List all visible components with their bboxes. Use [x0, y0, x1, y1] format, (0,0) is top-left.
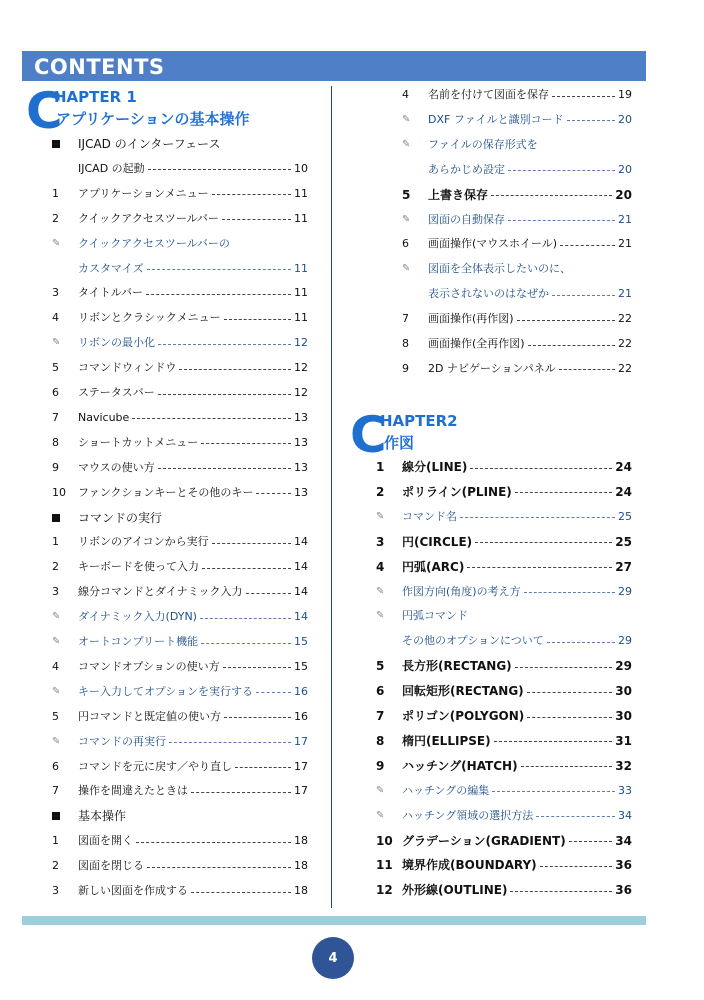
entry-page: 14 [294, 585, 308, 599]
entry-page: 32 [615, 758, 632, 773]
leader-line [200, 618, 291, 619]
toc-entry [52, 856, 308, 876]
toc-tip-entry [376, 582, 632, 602]
entry-label: タイトルバー [78, 286, 144, 300]
square-bullet-icon [52, 514, 60, 522]
entry-page: 11 [294, 211, 308, 225]
entry-label: 外形線(OUTLINE) [402, 883, 508, 898]
entry-page: 30 [615, 709, 632, 723]
entry-page: 17 [294, 784, 308, 798]
entry-page: 29 [618, 584, 632, 598]
entry-number: 10 [52, 485, 66, 499]
entry-page: 22 [618, 361, 632, 375]
leader-line [148, 169, 291, 170]
leader-line [528, 345, 615, 346]
leader-line [136, 842, 291, 843]
entry-label: Navicube [78, 410, 130, 424]
leader-line [179, 369, 291, 370]
toc-entry [376, 656, 632, 676]
leader-line [515, 667, 613, 668]
entry-label: キー入力してオプションを実行する [78, 684, 254, 698]
entry-page: 31 [615, 733, 632, 748]
entry-label: 線分(LINE) [402, 460, 468, 474]
leader-line [527, 692, 613, 693]
entry-number: 5 [376, 659, 385, 674]
entry-page: 20 [615, 187, 632, 202]
toc-entry [402, 359, 632, 379]
entry-number: 3 [52, 286, 59, 300]
leader-line [569, 841, 613, 842]
entry-page: 20 [618, 112, 632, 126]
leader-line [132, 418, 291, 419]
entry-page: 22 [618, 337, 632, 350]
leader-line [540, 866, 613, 867]
toc-entry [52, 831, 308, 851]
toc-section-heading [52, 508, 308, 528]
entry-label: マウスの使い方 [78, 460, 155, 474]
entry-number: 1 [52, 834, 59, 848]
entry-label: 境界作成(BOUNDARY) [402, 858, 537, 873]
toc-tip-entry [52, 632, 308, 652]
entry-number: 1 [52, 535, 59, 549]
entry-label: コマンドを元に戻す／やり直し [78, 759, 232, 773]
entry-number: 4 [402, 88, 409, 101]
entry-label: 新しい図面を作成する [78, 884, 188, 897]
leader-line [191, 792, 291, 793]
chapter2-heading [350, 406, 650, 464]
toc-entry [402, 309, 632, 329]
entry-label: クイックアクセスツールバー [78, 211, 219, 225]
toc-tip-entry [402, 135, 632, 155]
leader-line [510, 891, 612, 892]
toc-entry [376, 706, 632, 726]
leader-line [547, 642, 615, 643]
pencil-icon: ✎ [402, 263, 411, 275]
entry-label: 作図方向(角度)の考え方 [402, 584, 521, 598]
leader-line [494, 741, 613, 742]
entry-label: 図面を閉じる [78, 859, 144, 873]
entry-page: 17 [294, 759, 308, 773]
entry-label: 図面を全体表示したいのに、 [428, 262, 571, 276]
leader-line [524, 592, 615, 593]
entry-number: 3 [376, 534, 385, 549]
entry-page: 16 [294, 709, 308, 723]
toc-tip-entry [52, 732, 308, 752]
entry-label: 表示されないのはなぜか [428, 287, 549, 301]
toc-entry [376, 557, 632, 577]
toc-entry [52, 532, 308, 552]
leader-line [212, 194, 291, 195]
entry-label: コマンドの再実行 [78, 734, 166, 748]
entry-label: 円弧(ARC) [402, 559, 465, 574]
entry-label: 回転矩形(RECTANG) [402, 684, 524, 699]
entry-number: 6 [376, 684, 385, 699]
entry-page: 25 [615, 534, 632, 549]
entry-page: 29 [615, 659, 632, 674]
section-label: コマンドの実行 [78, 510, 163, 525]
leader-line [552, 96, 615, 97]
pencil-icon: ✎ [376, 510, 385, 522]
entry-page: 21 [618, 212, 632, 226]
toc-entry [52, 358, 308, 378]
entry-label: 画面操作(再作図) [428, 312, 514, 326]
pencil-icon: ✎ [52, 735, 61, 747]
entry-label: キーボードを使って入力 [78, 560, 199, 574]
toc-entry [52, 781, 308, 801]
toc-entry [52, 483, 308, 503]
leader-line [223, 667, 291, 668]
entry-label: ハッチング領域の選択方法 [402, 808, 534, 822]
pencil-icon: ✎ [52, 611, 61, 623]
entry-number: 2 [376, 484, 385, 499]
toc-entry [402, 234, 632, 254]
toc-entry [52, 458, 308, 478]
leader-line [536, 816, 615, 817]
square-bullet-icon [52, 812, 60, 820]
entry-label: 図面の自動保存 [428, 212, 505, 226]
entry-page: 14 [294, 610, 308, 624]
leader-line [521, 766, 613, 767]
toc-tip-entry [402, 259, 632, 279]
toc-entry [52, 209, 308, 229]
entry-page: 36 [615, 883, 632, 898]
entry-label: ショートカットメニュー [78, 435, 199, 449]
entry-label: ステータスバー [78, 386, 155, 399]
entry-page: 36 [615, 858, 632, 873]
leader-line [201, 443, 291, 444]
toc-tip-entry [52, 333, 308, 353]
section-label: IJCAD のインターフェース [78, 137, 221, 151]
toc-section-heading [52, 806, 308, 826]
entry-label: オートコンプリート機能 [78, 635, 199, 648]
entry-page: 10 [294, 161, 308, 175]
leader-line [508, 170, 615, 171]
leader-line [256, 692, 291, 693]
entry-number: 4 [376, 559, 385, 574]
entry-number: 2 [52, 211, 59, 225]
pencil-icon: ✎ [52, 685, 61, 697]
toc-tip-entry [402, 160, 632, 180]
entry-label: 名前を付けて図面を保存 [428, 88, 549, 101]
toc-entry [52, 184, 308, 204]
leader-line [158, 468, 291, 469]
toc-entry [52, 881, 308, 901]
entry-label: リボンとクラシックメニュー [78, 311, 221, 325]
pencil-icon: ✎ [52, 237, 61, 249]
toc-entry [402, 185, 632, 205]
leader-line [492, 791, 615, 792]
column-divider [331, 86, 332, 908]
contents-title: CONTENTS [34, 55, 165, 79]
entry-page: 27 [615, 559, 632, 574]
entry-number: 6 [402, 237, 409, 251]
toc-entry [376, 532, 632, 552]
leader-line [235, 767, 291, 768]
entry-page: 18 [294, 884, 308, 897]
entry-label: 2D ナビゲーションパネル [428, 361, 556, 375]
leader-line [475, 542, 612, 543]
entry-label: コマンド名 [402, 509, 457, 523]
entry-page: 13 [294, 435, 308, 449]
entry-label: リボンの最小化 [78, 336, 155, 350]
chapter1-subtitle: アプリケーションの基本操作 [56, 110, 250, 128]
entry-number: 7 [402, 312, 409, 326]
chapter1-initial: C [26, 82, 63, 140]
chapter2-initial: C [350, 406, 387, 464]
toc-entry [376, 482, 632, 502]
entry-number: 6 [52, 386, 59, 399]
entry-label: 画面操作(全再作図) [428, 337, 525, 350]
entry-label: 画面操作(マウスホイール) [428, 237, 558, 251]
leader-line [147, 867, 291, 868]
toc-entry [52, 408, 308, 428]
toc-entry [402, 85, 632, 105]
entry-page: 29 [618, 634, 632, 648]
entry-page: 34 [615, 833, 632, 848]
toc-entry [376, 756, 632, 776]
leader-line [567, 120, 615, 121]
entry-page: 20 [618, 162, 632, 176]
entry-page: 33 [618, 783, 632, 797]
toc-tip-entry [52, 607, 308, 627]
entry-page: 19 [618, 88, 632, 101]
entry-number: 6 [52, 759, 59, 773]
toc-tip-entry [376, 507, 632, 527]
entry-number: 7 [52, 410, 59, 424]
pencil-icon: ✎ [376, 610, 385, 622]
entry-label: 円弧コマンド [402, 609, 468, 623]
entry-page: 21 [618, 237, 632, 251]
toc-entry [52, 283, 308, 303]
leader-line [202, 568, 291, 569]
toc-entry [52, 308, 308, 328]
toc-entry [376, 880, 632, 900]
entry-number: 5 [52, 361, 59, 375]
entry-label: アプリケーションメニュー [78, 186, 209, 200]
entry-page: 25 [618, 509, 632, 523]
entry-page: 22 [618, 312, 632, 326]
entry-label: 上書き保存 [428, 187, 489, 202]
entry-number: 10 [376, 833, 393, 848]
entry-label: ファイルの保存形式を [428, 137, 538, 151]
toc-tip-entry [402, 210, 632, 230]
entry-number: 8 [52, 435, 59, 449]
entry-label: その他のオプションについて [402, 634, 544, 648]
entry-number: 4 [52, 311, 59, 325]
entry-page: 12 [294, 336, 308, 350]
entry-number: 9 [52, 460, 59, 474]
leader-line [527, 717, 612, 718]
leader-line [222, 219, 291, 220]
leader-line [491, 195, 612, 196]
entry-number: 4 [52, 659, 59, 673]
entry-label: コマンドウィンドウ [78, 361, 177, 375]
entry-label: 線分コマンドとダイナミック入力 [78, 585, 243, 599]
entry-page: 24 [615, 460, 632, 474]
leader-line [470, 468, 612, 469]
toc-entry [376, 831, 632, 851]
entry-page: 14 [294, 535, 308, 549]
entry-number: 12 [376, 883, 393, 898]
pencil-icon: ✎ [52, 636, 61, 647]
entry-page: 11 [294, 186, 308, 200]
toc-tip-entry [52, 259, 308, 279]
entry-page: 12 [294, 361, 308, 375]
entry-label: IJCAD の起動 [78, 161, 145, 175]
toc-entry [376, 855, 632, 875]
leader-line [146, 294, 291, 295]
leader-line [508, 220, 615, 221]
entry-label: 円(CIRCLE) [402, 534, 473, 549]
entry-label: あらかじめ設定 [428, 162, 505, 176]
toc-entry [52, 383, 308, 403]
entry-number: 7 [52, 784, 59, 798]
entry-label: ハッチングの編集 [402, 783, 490, 797]
entry-label: ファンクションキーとその他のキー [78, 485, 254, 499]
leader-line [559, 369, 615, 370]
leader-line [224, 717, 291, 718]
entry-number: 1 [376, 460, 385, 474]
toc-entry [52, 707, 308, 727]
pencil-icon: ✎ [52, 337, 61, 349]
leader-line [552, 295, 615, 296]
leader-line [224, 319, 291, 320]
entry-page: 14 [294, 560, 308, 574]
entry-number: 5 [402, 187, 411, 202]
chapter1-heading [26, 82, 326, 140]
toc-tip-entry [376, 806, 632, 826]
entry-page: 13 [294, 410, 308, 424]
leader-line [147, 269, 291, 270]
toc-tip-entry [376, 781, 632, 801]
page-number: 4 [312, 937, 354, 979]
entry-page: 34 [618, 808, 632, 822]
entry-page: 18 [294, 834, 308, 848]
entry-label: 操作を間違えたときは [78, 784, 188, 798]
section-label: 基本操作 [78, 809, 127, 824]
leader-line [158, 394, 291, 395]
chapter2-subtitle: 作図 [384, 434, 415, 452]
entry-page: 30 [615, 684, 632, 699]
entry-page: 11 [294, 261, 308, 275]
entry-page: 18 [294, 859, 308, 873]
entry-label: 円コマンドと既定値の使い方 [78, 709, 221, 723]
entry-number: 3 [52, 585, 59, 599]
toc-tip-entry [402, 284, 632, 304]
pencil-icon: ✎ [402, 113, 411, 125]
pencil-icon: ✎ [376, 809, 385, 821]
toc-entry [376, 681, 632, 701]
entry-page: 12 [294, 386, 308, 399]
toc-section-heading [52, 134, 308, 154]
entry-label: 長方形(RECTANG) [402, 659, 512, 674]
entry-page: 13 [294, 485, 308, 499]
leader-line [517, 320, 615, 321]
toc-entry [52, 582, 308, 602]
entry-label: クイックアクセスツールバーの [78, 236, 230, 250]
entry-label: ポリゴン(POLYGON) [402, 709, 525, 723]
toc-tip-entry [376, 631, 632, 651]
toc-entry [52, 657, 308, 677]
footer-bar [22, 916, 646, 925]
leader-line [460, 517, 615, 518]
leader-line [246, 593, 291, 594]
entry-label: 図面を開く [78, 834, 133, 848]
leader-line [515, 492, 613, 493]
entry-number: 5 [52, 709, 59, 723]
toc-entry [402, 334, 632, 354]
entry-label: グラデーション(GRADIENT) [402, 833, 566, 848]
entry-page: 15 [294, 635, 308, 648]
toc-tip-entry [52, 234, 308, 254]
pencil-icon: ✎ [376, 784, 385, 796]
toc-entry [52, 557, 308, 577]
entry-number: 8 [376, 733, 385, 748]
entry-label: リボンのアイコンから実行 [78, 535, 209, 549]
toc-tip-entry [52, 682, 308, 702]
entry-label: ポリライン(PLINE) [402, 484, 512, 499]
entry-number: 11 [376, 858, 393, 873]
entry-number: 9 [402, 361, 409, 375]
entry-label: ハッチング(HATCH) [402, 758, 518, 773]
chapter2-word: HAPTER2 [380, 412, 458, 430]
entry-number: 1 [52, 186, 59, 200]
toc-entry [52, 757, 308, 777]
entry-number: 7 [376, 709, 385, 723]
leader-line [467, 567, 612, 568]
leader-line [158, 344, 291, 345]
leader-line [560, 245, 615, 246]
entry-page: 21 [618, 287, 632, 301]
entry-label: ダイナミック入力(DYN) [78, 610, 197, 624]
entry-page: 11 [294, 311, 308, 325]
entry-label: DXF ファイルと識別コード [428, 112, 564, 126]
entry-label: コマンドオプションの使い方 [78, 659, 220, 673]
entry-page: 15 [294, 659, 308, 673]
entry-page: 16 [294, 684, 308, 698]
toc-entry [52, 433, 308, 453]
entry-number: 8 [402, 337, 409, 350]
toc-entry [376, 731, 632, 751]
square-bullet-icon [52, 140, 60, 148]
pencil-icon: ✎ [402, 213, 411, 225]
leader-line [169, 742, 291, 743]
entry-page: 24 [615, 484, 632, 499]
entry-number: 2 [52, 859, 59, 873]
leader-line [256, 493, 291, 494]
entry-page: 11 [294, 286, 308, 300]
toc-tip-entry [402, 110, 632, 130]
entry-label: カスタマイズ [78, 261, 144, 275]
leader-line [212, 543, 291, 544]
entry-page: 17 [294, 734, 308, 748]
toc-entry [52, 159, 308, 179]
toc-entry [376, 457, 632, 477]
leader-line [191, 892, 291, 893]
pencil-icon: ✎ [376, 585, 385, 597]
entry-label: 楕円(ELLIPSE) [402, 733, 491, 748]
toc-tip-entry [376, 606, 632, 626]
entry-number: 2 [52, 560, 59, 574]
leader-line [201, 643, 291, 644]
entry-number: 3 [52, 884, 59, 897]
chapter1-word: HAPTER 1 [54, 88, 137, 106]
pencil-icon: ✎ [402, 138, 411, 150]
entry-number: 9 [376, 758, 385, 773]
entry-page: 13 [294, 460, 308, 474]
